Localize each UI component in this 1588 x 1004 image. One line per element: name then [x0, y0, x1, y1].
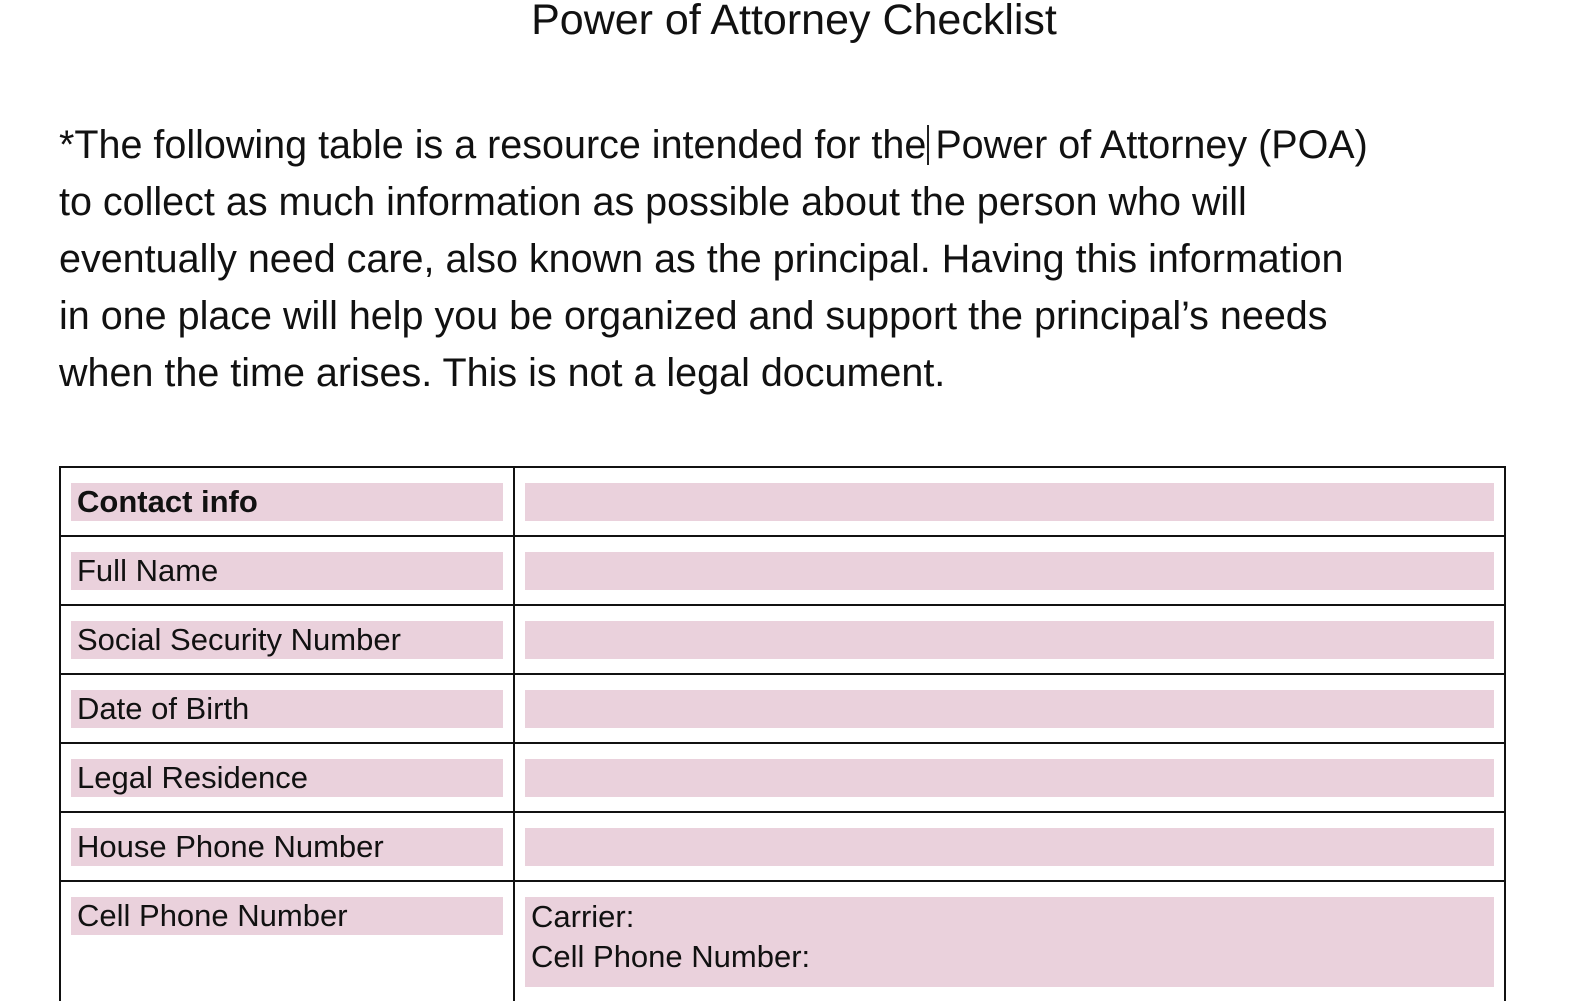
document-title: Power of Attorney Checklist	[531, 0, 1057, 44]
date-of-birth-field[interactable]	[525, 690, 1494, 728]
value-cell[interactable]	[514, 605, 1505, 674]
intro-line-5: when the time arises. This is not a legal document.	[59, 351, 946, 395]
full-name-field[interactable]	[525, 552, 1494, 590]
legal-residence-label: Legal Residence	[71, 759, 503, 797]
section-header-contact-info: Contact info	[71, 483, 503, 521]
table-row-contact-info	[60, 467, 1505, 536]
label-cell	[60, 605, 514, 674]
table-row-date-of-birth	[60, 674, 1505, 743]
label-cell	[60, 812, 514, 881]
label-cell	[60, 674, 514, 743]
intro-line-4: in one place will help you be organized and support the principal’s needs	[59, 294, 1328, 338]
label-cell	[60, 536, 514, 605]
table-row-ssn	[60, 605, 1505, 674]
label-cell	[60, 881, 514, 1001]
value-cell[interactable]	[514, 812, 1505, 881]
intro-line-1b: Power of Attorney (POA)	[935, 123, 1368, 167]
table-row-legal-residence	[60, 743, 1505, 812]
intro-line-3: eventually need care, also known as the principal. Having this information	[59, 237, 1344, 281]
cell-phone-number-label: Cell Phone Number:	[531, 939, 811, 974]
value-cell[interactable]	[514, 467, 1505, 536]
label-cell	[60, 743, 514, 812]
table-row-house-phone	[60, 812, 1505, 881]
cell-phone-field[interactable]	[525, 897, 1494, 987]
ssn-field[interactable]	[525, 621, 1494, 659]
intro-paragraph	[59, 117, 1539, 402]
value-cell[interactable]	[514, 743, 1505, 812]
date-of-birth-label: Date of Birth	[71, 690, 503, 728]
house-phone-field[interactable]	[525, 828, 1494, 866]
carrier-label: Carrier:	[531, 899, 635, 934]
poa-checklist-table	[59, 466, 1506, 1001]
label-cell	[60, 467, 514, 536]
value-cell[interactable]	[514, 536, 1505, 605]
full-name-label: Full Name	[71, 552, 503, 590]
contact-info-value-field[interactable]	[525, 483, 1494, 521]
ssn-label: Social Security Number	[71, 621, 503, 659]
text-cursor	[927, 125, 929, 165]
house-phone-label: House Phone Number	[71, 828, 503, 866]
value-cell[interactable]	[514, 881, 1505, 1001]
intro-line-2: to collect as much information as possible about the person who will	[59, 180, 1247, 224]
intro-line-1a: *The following table is a resource intended for the	[59, 123, 927, 167]
legal-residence-field[interactable]	[525, 759, 1494, 797]
table-row-full-name	[60, 536, 1505, 605]
table-row-cell-phone	[60, 881, 1505, 1001]
value-cell[interactable]	[514, 674, 1505, 743]
cell-phone-label: Cell Phone Number	[71, 897, 503, 935]
